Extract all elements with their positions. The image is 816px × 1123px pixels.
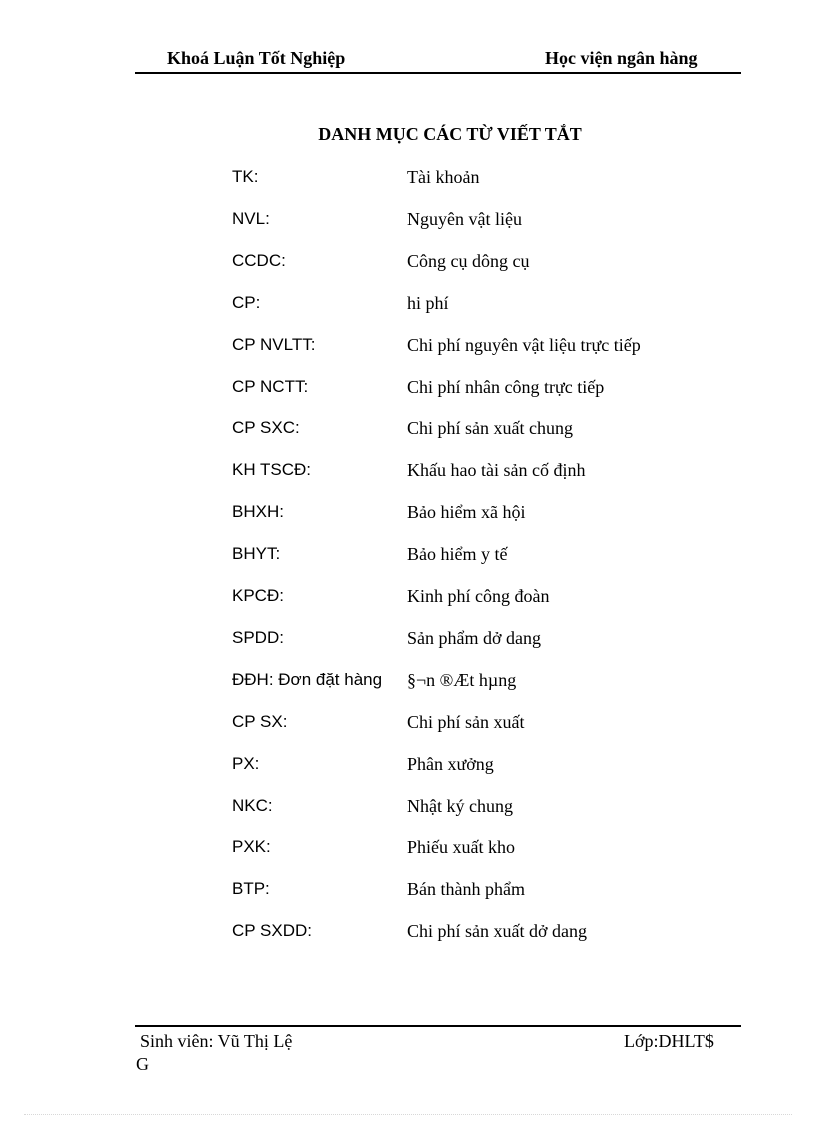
header-institution: Học viện ngân hàng [545, 48, 698, 68]
page-bottom-border [24, 1114, 792, 1115]
abbreviation-row [0, 837, 816, 863]
abbreviation-term: BHYT: [232, 544, 281, 564]
abbreviation-meaning: Chi phí sản xuất dở dang [407, 921, 587, 942]
abbreviation-meaning: Sản phẩm dở dang [407, 627, 541, 648]
abbreviation-term: NKC: [232, 795, 273, 815]
abbreviation-term: PX: [232, 753, 260, 773]
abbreviation-meaning: Chi phí nguyên vật liệu trực tiếp [407, 334, 641, 355]
footer-class: Lớp:DHLT$ [624, 1031, 714, 1051]
abbreviation-term: NVL: [232, 208, 270, 228]
abbreviation-term: ĐĐH: Đơn đặt hàng [232, 669, 383, 689]
abbreviation-row [0, 502, 816, 528]
abbreviation-row [0, 209, 816, 235]
abbreviation-meaning: Chi phí sản xuất chung [407, 418, 573, 439]
footer-wrapped-text: G [136, 1054, 149, 1074]
abbreviation-row [0, 670, 816, 696]
abbreviation-row [0, 460, 816, 486]
abbreviation-row [0, 418, 816, 444]
abbreviation-term: CCDC: [232, 250, 286, 270]
abbreviation-row [0, 754, 816, 780]
abbreviation-term: PXK: [232, 837, 271, 857]
page-header [135, 48, 741, 74]
abbreviation-row [0, 921, 816, 947]
abbreviation-term: KH TSCĐ: [232, 460, 312, 480]
abbreviation-meaning: Phiếu xuất kho [407, 837, 515, 858]
abbreviation-row [0, 377, 816, 403]
abbreviation-term: CP NVLTT: [232, 334, 316, 354]
header-thesis-title: Khoá Luận Tốt Nghiệp [167, 48, 346, 68]
abbreviation-row [0, 293, 816, 319]
abbreviation-row [0, 796, 816, 822]
abbreviation-term: CP SXC: [232, 418, 300, 438]
abbreviation-meaning: Chi phí nhân công trực tiếp [407, 376, 605, 397]
abbreviation-meaning: Bán thành phẩm [407, 879, 525, 900]
abbreviation-meaning: Khấu hao tài sản cố định [407, 460, 586, 481]
abbreviation-meaning: Phân xưởng [407, 753, 494, 774]
footer-student-name: Sinh viên: Vũ Thị Lệ [140, 1031, 293, 1051]
abbreviation-meaning: Công cụ dông cụ [407, 250, 530, 271]
abbreviation-term: BTP: [232, 879, 270, 899]
abbreviation-meaning: Bảo hiểm y tế [407, 544, 508, 565]
abbreviation-meaning: §¬n ®Æt hµng [407, 669, 517, 690]
abbreviation-term: CP NCTT: [232, 376, 309, 396]
abbreviation-row [0, 628, 816, 654]
abbreviation-row [0, 544, 816, 570]
abbreviation-row [0, 586, 816, 612]
abbreviation-meaning: Nguyên vật liệu [407, 208, 522, 229]
abbreviation-term: CP: [232, 292, 261, 312]
abbreviation-row [0, 879, 816, 905]
abbreviation-row [0, 251, 816, 277]
abbreviation-term: CP SX: [232, 711, 288, 731]
abbreviation-row [0, 712, 816, 738]
footer-divider [135, 1025, 741, 1027]
abbreviation-term: CP SXDD: [232, 921, 312, 941]
abbreviation-term: TK: [232, 167, 259, 186]
abbreviation-meaning: Nhật ký chung [407, 795, 513, 816]
abbreviation-term: BHXH: [232, 502, 284, 522]
abbreviation-term: SPDD: [232, 627, 284, 647]
abbreviation-meaning: Kinh phí công đoàn [407, 586, 550, 606]
page-title: DANH MỤC CÁC TỪ VIẾT TẮT [318, 124, 582, 144]
abbreviation-row [0, 167, 816, 193]
abbreviation-meaning: Bảo hiểm xã hội [407, 502, 526, 523]
abbreviation-term: KPCĐ: [232, 586, 284, 605]
abbreviation-row [0, 335, 816, 361]
abbreviation-meaning: hi phí [407, 292, 449, 313]
abbreviation-meaning: Tài khoản [407, 167, 480, 187]
abbreviation-meaning: Chi phí sản xuất [407, 711, 525, 732]
